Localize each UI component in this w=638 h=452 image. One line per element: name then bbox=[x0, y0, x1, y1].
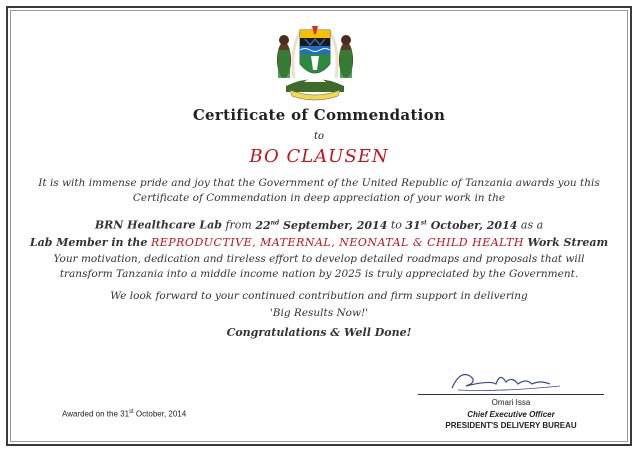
award-rest: October, 2014 bbox=[135, 409, 187, 419]
end-date: October, 2014 bbox=[430, 218, 518, 232]
as-a-word: as a bbox=[520, 218, 544, 232]
certificate-title: Certificate of Commendation bbox=[192, 106, 446, 124]
look-forward-line: We look forward to your continued contribution and firm support in delivering bbox=[110, 290, 528, 302]
lab-period-line bbox=[20, 215, 618, 233]
congratulations: Congratulations & Well Done! bbox=[226, 326, 412, 339]
signer-title: Chief Executive Officer bbox=[467, 409, 555, 419]
end-suffix: st bbox=[420, 219, 427, 226]
slogan: 'Big Results Now!' bbox=[269, 307, 369, 319]
signature-line bbox=[418, 394, 604, 395]
work-stream-word: Work Stream bbox=[527, 236, 609, 249]
role-label: Lab Member in the bbox=[29, 236, 148, 249]
signer-office: PRESIDENT'S DELIVERY BUREAU bbox=[445, 421, 577, 430]
to-label: to bbox=[313, 131, 325, 142]
award-suffix: st bbox=[129, 409, 134, 415]
signer-name: Omari Issa bbox=[491, 398, 531, 407]
signer-block bbox=[408, 397, 614, 432]
award-date bbox=[62, 409, 186, 419]
coat-of-arms-icon bbox=[270, 20, 360, 102]
work-stream-name: REPRODUCTIVE, MATERNAL, NEONATAL & CHILD HEALTH bbox=[150, 236, 525, 249]
start-suffix: nd bbox=[270, 219, 280, 226]
start-date: September, 2014 bbox=[283, 218, 388, 232]
end-day: 31 bbox=[405, 218, 421, 232]
recipient-name: BO CLAUSEN bbox=[249, 146, 389, 167]
motivation-paragraph: Your motivation, dedication and tireless effort to develop detailed roadmaps and proposals that will transform Tanzania into a middle income nation by 2025 is truly appreciated by the Government. bbox=[53, 253, 585, 280]
start-day: 22 bbox=[255, 218, 271, 232]
award-prefix: Awarded on the 31 bbox=[62, 409, 130, 419]
handwritten-signature-icon bbox=[400, 362, 610, 394]
to-word: to bbox=[390, 218, 402, 232]
role-line bbox=[20, 235, 618, 250]
intro-paragraph: It is with immense pride and joy that the Government of the United Republic of Tanzania awards you this Certificate of Commendation in deep appreciation of your work in the bbox=[38, 177, 600, 204]
from-word: from bbox=[225, 218, 252, 232]
lab-name: BRN Healthcare Lab bbox=[94, 218, 222, 232]
